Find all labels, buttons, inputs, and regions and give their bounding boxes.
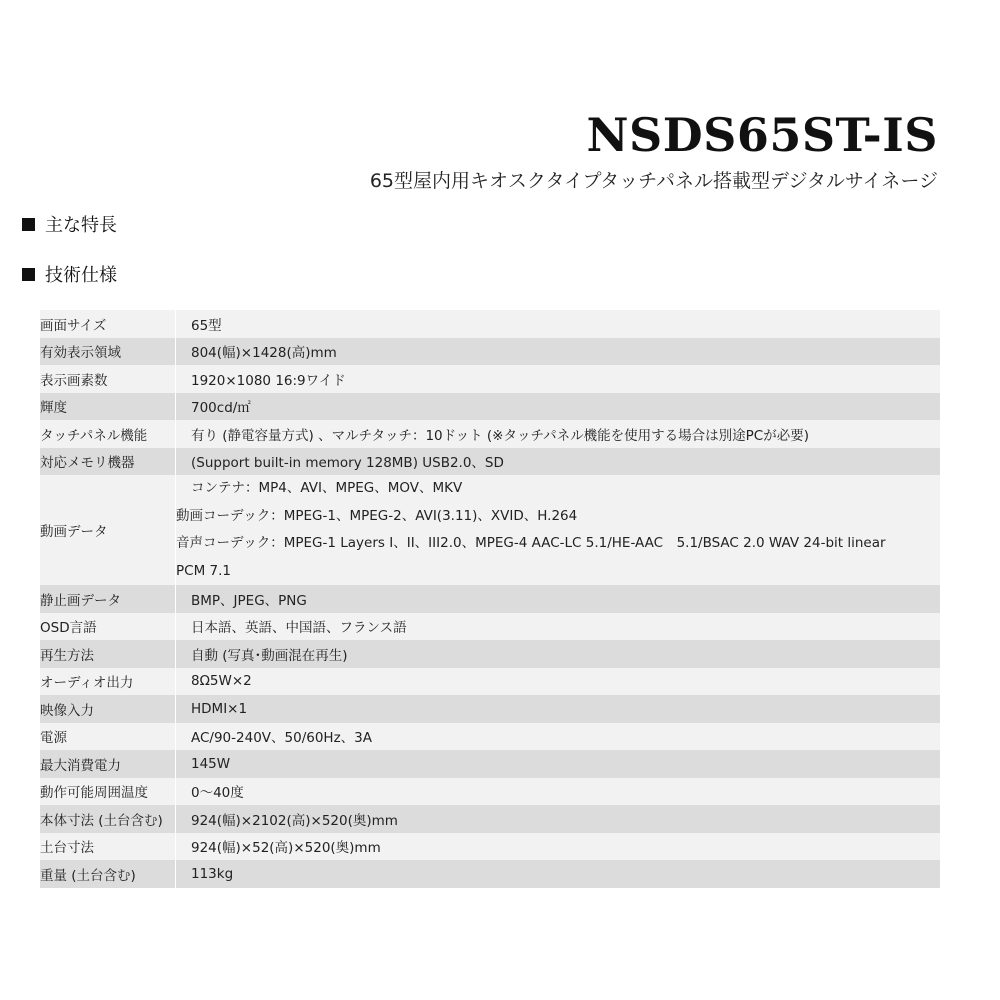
spec-label: OSD言語 — [40, 613, 176, 641]
spec-label: 電源 — [40, 723, 176, 751]
spec-value: 804(幅)×1428(高)mm — [191, 345, 337, 362]
spec-value: 1920×1080 16:9ワイド — [191, 372, 346, 389]
spec-label: 本体寸法 (土台含む) — [40, 805, 176, 833]
spec-label: 有効表示領域 — [40, 338, 176, 366]
spec-label: 静止画データ — [40, 585, 176, 613]
spec-label: オーディオ出力 — [40, 668, 176, 696]
spec-value: 日本語、英語、中国語、フランス語 — [191, 620, 407, 637]
spec-value: 8Ω5W×2 — [191, 673, 252, 690]
spec-value: 700cd/㎡ — [191, 400, 251, 417]
model-name: NSDS65ST-IS — [586, 108, 938, 162]
spec-row — [40, 750, 940, 778]
spec-label: 再生方法 — [40, 640, 176, 668]
spec-value-line: コンテナ：MP4、AVI、MPEG、MOV、MKV — [191, 480, 463, 496]
spec-value: 有り (静電容量方式) 、マルチタッチ：10ドット (※タッチパネル機能を使用する場合は別途PCが必要) — [191, 427, 809, 444]
product-subtitle: 65型屋内用キオスクタイプタッチパネル搭載型デジタルサイネージ — [369, 170, 938, 192]
spec-table — [40, 310, 940, 888]
spec-label: 動画データ — [40, 475, 176, 585]
spec-label: 対応メモリ機器 — [40, 448, 176, 476]
spec-row — [40, 668, 940, 696]
spec-row — [40, 778, 940, 806]
spec-label: 土台寸法 — [40, 833, 176, 861]
spec-value: 113kg — [191, 865, 234, 882]
spec-label: 最大消費電力 — [40, 750, 176, 778]
spec-value-line: 動画コーデック：MPEG-1、MPEG-2、AVI(3.11)、XVID、H.264 — [176, 507, 578, 524]
spec-value: BMP、JPEG、PNG — [191, 592, 307, 609]
spec-label: 画面サイズ — [40, 310, 176, 338]
spec-value: HDMI×1 — [191, 700, 248, 717]
section-title: 主な特長 — [45, 215, 117, 236]
square-bullet-icon — [22, 268, 35, 281]
spec-row — [40, 420, 940, 448]
spec-row — [40, 640, 940, 668]
spec-value: 自動 (写真･動画混在再生) — [191, 647, 348, 664]
spec-value: (Support built-in memory 128MB) USB2.0、SD — [191, 455, 504, 472]
spec-value: 0～40度 — [191, 785, 244, 802]
spec-row — [40, 860, 940, 888]
spec-label: 表示画素数 — [40, 365, 176, 393]
spec-label: 映像入力 — [40, 695, 176, 723]
spec-row — [40, 393, 940, 421]
spec-value: AC/90-240V、50/60Hz、3A — [191, 730, 372, 747]
spec-row — [40, 365, 940, 393]
spec-row — [40, 695, 940, 723]
square-bullet-icon — [22, 218, 35, 231]
spec-row — [40, 723, 940, 751]
spec-row — [40, 338, 940, 366]
spec-row — [40, 833, 940, 861]
section-features — [22, 211, 117, 237]
spec-value — [176, 475, 941, 585]
spec-value: 924(幅)×52(高)×520(奥)mm — [191, 840, 381, 857]
spec-label: 重量 (土台含む) — [40, 860, 176, 888]
spec-label: 動作可能周囲温度 — [40, 778, 176, 806]
spec-value: 65型 — [191, 317, 222, 334]
spec-value-line: PCM 7.1 — [176, 562, 231, 579]
spec-row — [40, 613, 940, 641]
section-title: 技術仕様 — [45, 265, 117, 286]
spec-value-line: 音声コーデック：MPEG-1 Layers I、II、III2.0、MPEG-4 AAC-LC 5.1/HE-AAC 5.1/BSAC 2.0 WAV 24-bit linear — [176, 535, 886, 551]
section-specs — [22, 261, 117, 287]
spec-row — [40, 585, 940, 613]
spec-row — [40, 805, 940, 833]
spec-row — [40, 448, 940, 476]
spec-label: 輝度 — [40, 393, 176, 421]
spec-row — [40, 475, 940, 585]
spec-value: 145W — [191, 755, 231, 772]
spec-value: 924(幅)×2102(高)×520(奥)mm — [191, 812, 398, 829]
spec-row — [40, 310, 940, 338]
spec-label: タッチパネル機能 — [40, 420, 176, 448]
